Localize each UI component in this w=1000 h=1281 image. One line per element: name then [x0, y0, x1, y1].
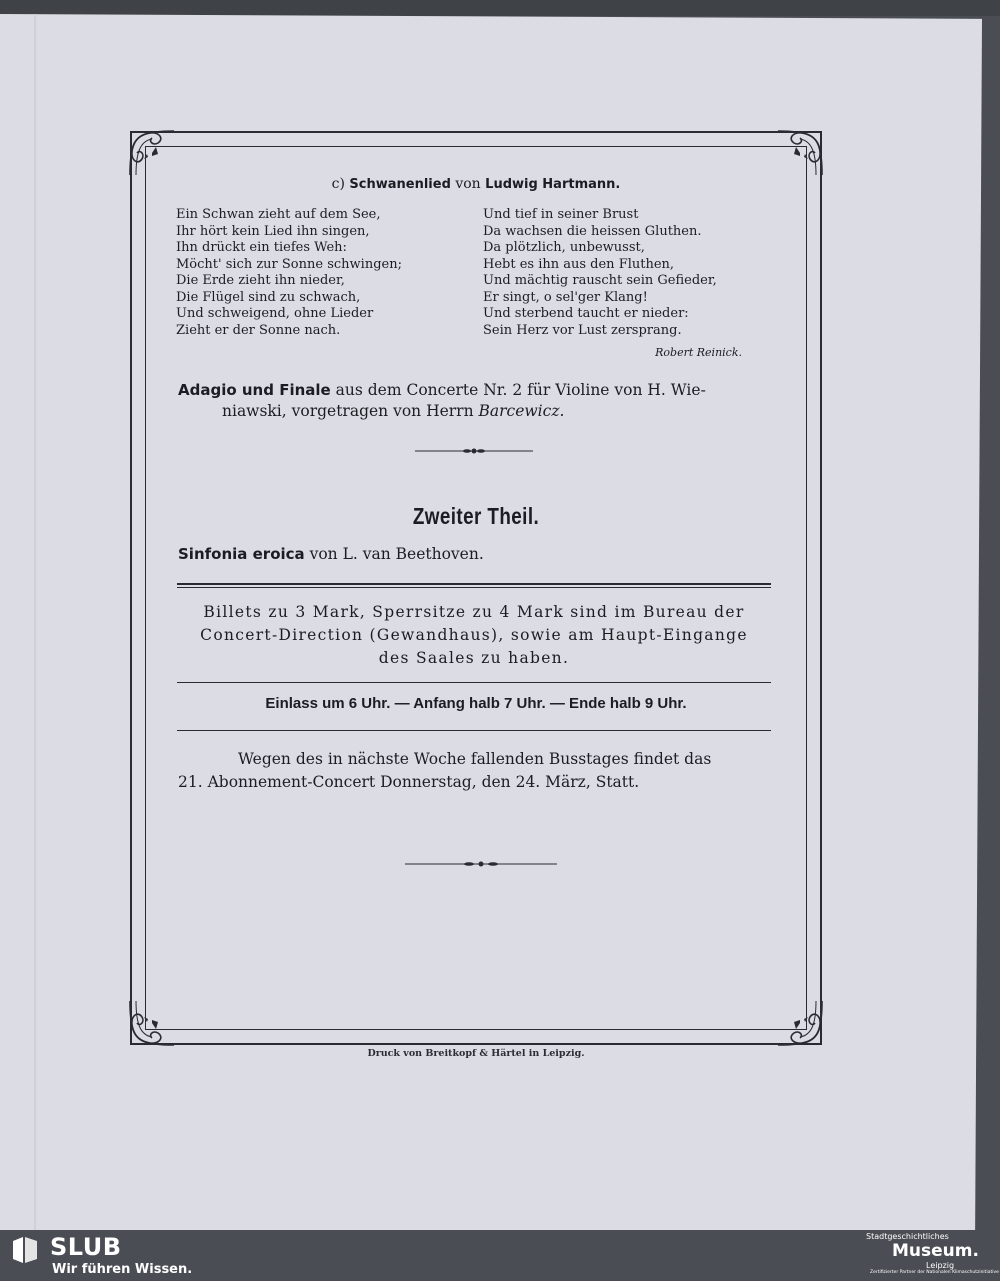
- museum-note: Zertifizierter Partner der Nationalen Klimaschutzinitiative: [870, 1270, 999, 1275]
- corner-ornament-icon: [126, 127, 178, 179]
- notice-line: Wegen des in nächste Woche fallenden Busstages findet das: [238, 750, 712, 768]
- paper-fold-line: [34, 14, 36, 1230]
- ornamental-divider-icon: [415, 445, 533, 457]
- poem-line: Und schweigend, ohne Lieder: [176, 306, 374, 321]
- poem-line: Da wachsen die heissen Gluthen.: [483, 223, 702, 239]
- poem-line: Und mächtig rauscht sein Gefieder,: [483, 273, 717, 288]
- ticket-line: Billets zu 3 Mark, Sperrsitze zu 4 Mark sind im Bureau der: [203, 603, 745, 621]
- corner-ornament-icon: [126, 997, 178, 1049]
- adagio-performer: Barcewicz.: [478, 402, 565, 420]
- adagio-text: aus dem Concerte Nr. 2 für Violine von H. Wie-: [335, 381, 706, 399]
- notice-text: [178, 748, 774, 794]
- poem-line: Ihn drückt ein tiefes Weh:: [176, 240, 347, 255]
- poem-line: Und sterbend taucht er nieder:: [483, 306, 689, 321]
- notice-line: 21. Abonnement-Concert Donnerstag, den 24. März, Statt.: [178, 773, 640, 791]
- poem-line: Zieht er der Sonne nach.: [176, 322, 341, 338]
- adagio-line-1: [178, 380, 774, 401]
- adagio-entry: [178, 380, 774, 422]
- adagio-title: Adagio und Finale: [178, 381, 331, 399]
- museum-small-label: Stadtgeschichtliches: [866, 1232, 949, 1241]
- corner-ornament-icon: [774, 997, 826, 1049]
- ticket-line: Concert-Direction (Gewandhaus), sowie am Haupt-Eingange: [200, 626, 748, 644]
- ticket-line: des Saales zu haben.: [378, 649, 570, 667]
- poem-right-column: [483, 207, 717, 339]
- library-tagline: Wir führen Wissen.: [52, 1262, 193, 1277]
- museum-logo: [866, 1232, 999, 1276]
- museum-name: Museum.: [892, 1241, 979, 1261]
- sinfonia-text: von L. van Beethoven.: [309, 545, 484, 563]
- part-heading: Zweiter Theil.: [412, 503, 540, 529]
- poem-line: Die Erde zieht ihn nieder,: [176, 273, 345, 288]
- poem-line: Hebt es ihn aus den Fluthen,: [483, 256, 675, 272]
- poem-line: Da plötzlich, unbewusst,: [483, 240, 645, 255]
- divider-line: [177, 682, 771, 683]
- poem-line: Ihr hört kein Lied ihn singen,: [176, 223, 370, 239]
- poem-author: Robert Reinick.: [655, 346, 742, 359]
- ornamental-divider-icon: [405, 858, 557, 870]
- library-name: SLUB: [50, 1233, 122, 1261]
- divider-line: [177, 730, 771, 731]
- poem-name: Schwanenlied: [349, 177, 451, 192]
- adagio-line-2: [178, 401, 774, 422]
- museum-city: Leipzig: [926, 1261, 955, 1270]
- poem-line: Er singt, o sel'ger Klang!: [483, 289, 648, 305]
- corner-ornament-icon: [774, 127, 826, 179]
- ticket-info: [180, 601, 768, 670]
- poem-title: [150, 176, 802, 192]
- double-rule: [177, 583, 771, 588]
- poem-left-column: [176, 207, 402, 339]
- poem-by: von: [455, 176, 481, 192]
- scan-background: [0, 0, 1000, 16]
- poem-label: c): [331, 176, 345, 192]
- poem-composer: Ludwig Hartmann.: [485, 177, 621, 192]
- printer-imprint: Druck von Breitkopf & Härtel in Leipzig.: [367, 1048, 585, 1059]
- poem-line: Und tief in seiner Brust: [483, 207, 639, 222]
- schedule-line: Einlass um 6 Uhr. — Anfang halb 7 Uhr. — Ende halb 9 Uhr.: [265, 695, 687, 712]
- adagio-text-2: niawski, vorgetragen von Herrn: [222, 402, 474, 420]
- poem-line: Ein Schwan zieht auf dem See,: [176, 207, 381, 222]
- poem-line: Sein Herz vor Lust zersprang.: [483, 322, 682, 338]
- poem-line: Möcht' sich zur Sonne schwingen;: [176, 256, 402, 272]
- slub-logo-icon: [11, 1235, 41, 1265]
- poem-line: Die Flügel sind zu schwach,: [176, 289, 361, 305]
- sinfonia-title: Sinfonia eroica: [178, 545, 305, 563]
- sinfonia-entry: [178, 545, 484, 563]
